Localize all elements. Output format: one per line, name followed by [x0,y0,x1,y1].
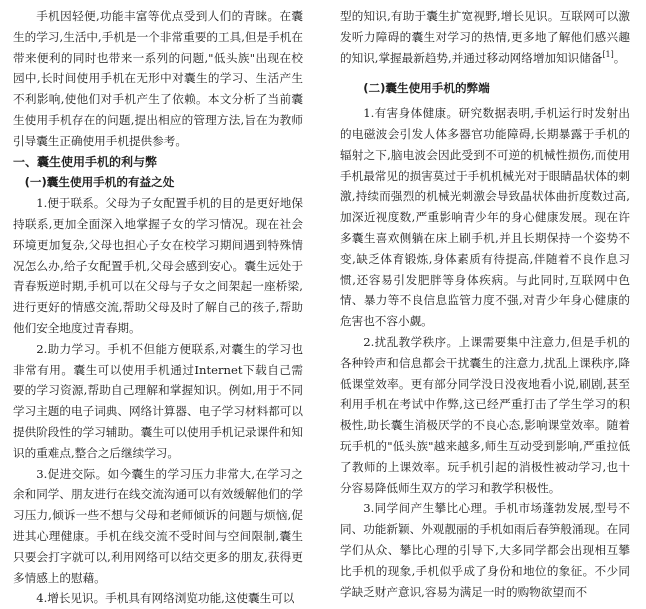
drawback-paragraph-comparison: 3.同学间产生攀比心理。手机市场蓬勃发展,型号不同、功能新颖、外观靓丽的手机如雨后春笋般涌现。在同学们从众、攀比心理的引导下,大多同学都会出现相互攀比手机的现象,手机似乎成了身份和地位的象征。不少同学缺乏财产意识,容易为满足一时的购物欲望而不 [340,501,630,599]
right-column [340,6,630,599]
section-heading: 一、囊生使用手机的利与弊 [13,154,158,169]
drawback-paragraph-order: 2.扰乱教学秩序。上课需要集中注意力,但是手机的各种铃声和信息都会干扰囊生的注意力,扰乱上课秩序,降低课堂效率。更有部分同学没日没夜地看小说,刷剧,甚至利用手机在考试中作弊,这已经严重打击了学生学习的积极性,助长囊生消极厌学的不良心态,影响课堂效率。随着玩手机的"低头族"越来越多,师生互动受到影响,严重拉低了教师的上课效率。玩手机引起的消极性被动学习,也十分容易降低师生双方的学习和教学积极性。 [340,334,630,495]
subsection-heading-benefits: (一)囊生使用手机的有益之处 [24,175,175,190]
continued-paragraph [340,6,630,68]
left-column [13,6,303,606]
reference-mark: [1] [602,49,614,59]
continued-text: 型的知识,有助于囊生扩宽视野,增长见识。互联网可以激发听力障碍的囊生对学习的热情,更多地了解他们感兴趣的知识,掌握最新趋势,并通过移动网络增加知识储备 [340,9,630,65]
benefit-paragraph-study: 2.助力学习。手机不但能方便联系,对囊生的学习也非常有用。囊生可以使用手机通过Internet下载自己需要的学习资源,帮助自己理解和掌握知识。例如,用于不同学习主题的电子词典、网络计算器、电子学习材料都可以提供阶段性的学习辅助。囊生可以使用手机记录课件和知识的重难点,整合之后继续学习。 [13,341,303,460]
drawback-paragraph-health: 1.有害身体健康。研究数据表明,手机运行时发射出的电磁波会引发人体多器官功能障碍,长期暴露于手机的辐射之下,脑电波会因此受到不可逆的机械性损伤,而使用手机最常见的损害莫过于手机机械光对于眼睛晶状体的刺激,持续而强烈的机械光刺激会导致晶状体曲折度数过高,加深近视度数,严重影响青少年的身心健康发展。现在许多囊生喜欢侧躺在床上刷手机,并且长期保持一个姿势不变,缺乏体育锻炼,身体素质有待提高,伴随着不良作息习惯,还容易引发肥胖等身体疾病。与此同时,互联网中色情、暴力等不良信息监管力度不强,对青少年身心健康的危害也不容小觑。 [340,106,630,329]
subsection-heading-drawbacks: (二)囊生使用手机的弊端 [363,81,490,96]
continued-end: 。 [613,50,626,65]
benefit-paragraph-social: 3.促进交际。如今囊生的学习压力非常大,在学习之余和同学、朋友进行在线交流沟通可以有效缓解他们的学习压力,倾诉一些不想与父母和老师倾诉的问题与烦恼,促进其心理健康。手机在线交流不受时间与空间限制,囊生只要会打字就可以,利用网络可以结交更多的朋友,获得更多情感上的慰藉。 [13,466,303,585]
intro-paragraph: 手机因轻便,功能丰富等优点受到人们的青睐。在囊生的学习,生活中,手机是一个非常重要的工具,但是手机在带来便利的同时也带来一系列的问题,"低头族"出现在校园中,长时间使用手机在无形中对囊生的学习、生活产生不利影响,使他们对手机产生了依赖。本文分析了当前囊生使用手机存在的问题,提出相应的管理方法,旨在为教师引导囊生正确使用手机提供参考。 [13,9,303,148]
benefit-paragraph-knowledge: 4.增长见识。手机具有网络浏览功能,这使囊生可以 [36,591,295,606]
benefit-paragraph-contact: 1.便于联系。父母为子女配置手机的目的是更好地保持联系,更加全面深入地掌握子女的学习情况。现在社会环境更加复杂,父母也担心子女在校学习期间遇到特殊情况怎么办,给子女配置手机,父母会感到安心。囊生远处于青春叛逆时期,手机可以在父母与子女之间架起一座桥梁,进行更好的情感交流,帮助父母及时了解自己的孩子,帮助他们安全地度过青春期。 [13,196,303,335]
